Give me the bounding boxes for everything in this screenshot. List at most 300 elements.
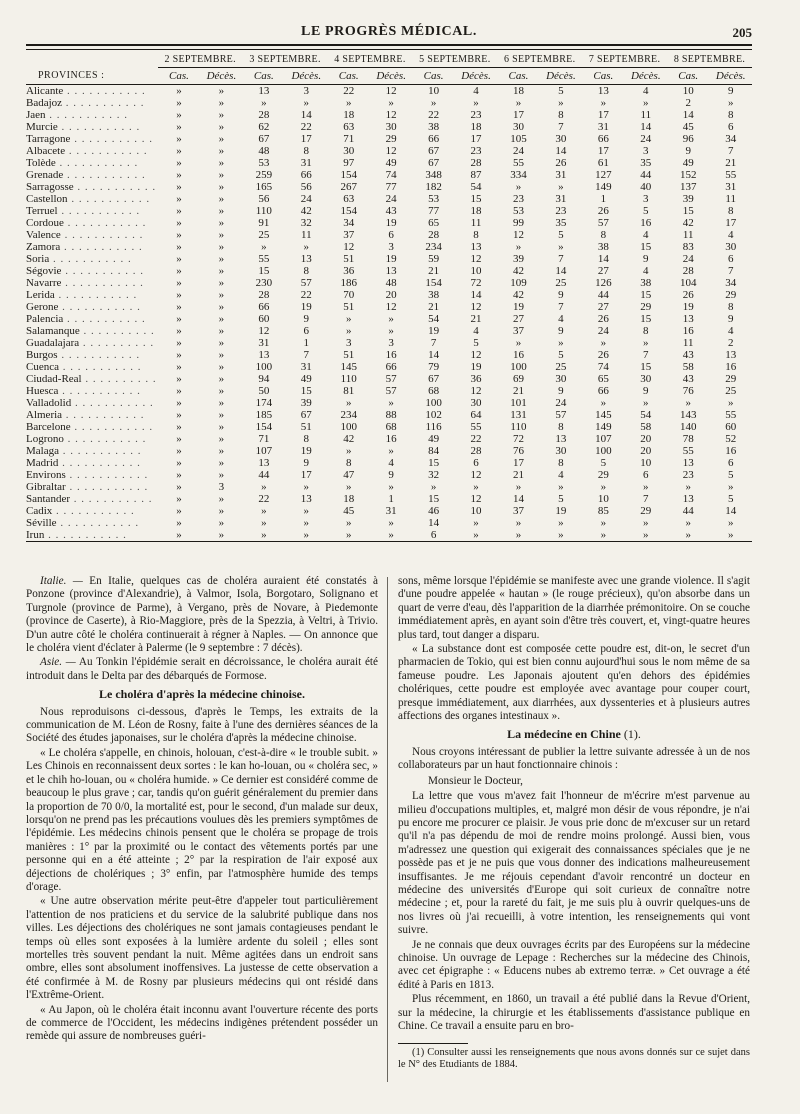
deaths-cell: 9 [558, 385, 564, 397]
table-row [26, 409, 752, 421]
deaths-cell: » [218, 373, 225, 385]
province-name: Murcie . . . [26, 121, 158, 133]
cases-cell: 17 [597, 145, 609, 157]
deaths-cell: 7 [558, 253, 564, 265]
deaths-cell: 16 [385, 433, 397, 445]
deaths-cell: 39 [300, 397, 312, 409]
deaths-cell: 23 [470, 145, 482, 157]
cases-cell: » [176, 457, 182, 469]
cases-cell: 100 [510, 361, 527, 373]
table-row [26, 289, 752, 301]
deaths-cell: 7 [303, 349, 310, 361]
cases-cell: 8 [600, 229, 607, 241]
cases-cell: 15 [682, 205, 694, 217]
deaths-cell: 5 [558, 349, 564, 361]
cases-cell: 45 [682, 121, 694, 133]
cases-cell: » [328, 529, 370, 542]
cases-cell: 23 [682, 469, 694, 481]
deaths-cell: 12 [470, 385, 482, 397]
cases-cell: 13 [258, 349, 270, 361]
provinces-header: PROVINCES : [26, 68, 158, 85]
cases-cell: 13 [258, 457, 270, 469]
deaths-cell: 17 [470, 133, 482, 145]
cases-cell: 100 [255, 361, 273, 373]
asie-text: Au Tonkin l'épidémie serait en décroissance, le choléra aurait été introduit dans le Delta par des débarqués de Formose. [26, 656, 378, 682]
deaths-cell: » [218, 301, 225, 313]
deaths-cell: 16 [725, 361, 737, 373]
deaths-cell: » [558, 481, 564, 493]
paragraph: Nous croyons intéressant de publier la lettre suivante adressée à un de nos collaborateurs par un haut fonctionnaire chinois : [398, 745, 750, 772]
deaths-cell: 4 [643, 85, 649, 97]
cases-cell: » [600, 97, 607, 109]
cases-cell: 13 [597, 85, 609, 97]
deaths-cell: 20 [640, 433, 652, 445]
deaths-cell: » [558, 517, 564, 529]
deaths-cell: 66 [385, 361, 397, 373]
deaths-cell: 56 [300, 181, 312, 193]
deaths-header: Décès. [709, 68, 752, 85]
paragraph: La lettre que vous m'avez fait l'honneur de m'écrire m'est parvenue au milieu d'occupations multiples, et, malgré mon désir de vous répondre, je n'ai pu encore me procurer ce plaisir. Je vous prie donc de m'excuser sur un retard qu'il n'a pas dépendu de moi de rendre moins prolongé. Aussi bien, vous m'adressez une question qui exigerait des connaissances spéciales que je ne possède pas et je ne puis que vous donner des indications malheureusement insuffisantes. Je me réjouis cependant d'avoir rencontré un docteur en médecine des universités d'Europe qui soit curieux de connaître notre médecine ; et, pour la rareté du fait, je me suis plu à ouvrir quelques-uns de nos livres où j'ai recueilli, à votre intention, les renseignements qui vont suivre. [398, 790, 750, 937]
cases-cell: 3 [345, 337, 352, 349]
cases-cell: 48 [258, 145, 270, 157]
cases-cell: 234 [340, 409, 357, 421]
cases-cell: » [345, 445, 352, 457]
deaths-cell: » [388, 97, 394, 109]
cases-cell: 131 [510, 409, 527, 421]
cases-cell: » [176, 133, 182, 145]
deaths-cell: 30 [470, 397, 482, 409]
table-row [26, 241, 752, 253]
cases-cell: 154 [340, 169, 357, 181]
cases-cell: 30 [343, 145, 355, 157]
cases-cell: 174 [255, 397, 273, 409]
deaths-cell: 4 [643, 265, 649, 277]
cases-cell: 84 [428, 445, 440, 457]
cases-cell: 28 [258, 109, 270, 121]
cases-cell: 116 [425, 421, 442, 433]
deaths-cell: 34 [725, 133, 737, 145]
deaths-cell: 9 [727, 313, 734, 325]
deaths-cell: 23 [555, 205, 567, 217]
deaths-cell: 5 [473, 337, 479, 349]
cases-cell: 19 [682, 301, 694, 313]
cases-cell: » [176, 421, 182, 433]
deaths-cell: 4 [558, 313, 564, 325]
cases-cell: » [345, 325, 352, 337]
footnote-rule [398, 1043, 468, 1044]
cases-cell: 49 [428, 433, 440, 445]
cases-cell: 23 [512, 193, 524, 205]
cases-cell: 42 [682, 217, 694, 229]
deaths-cell: 22 [300, 289, 312, 301]
cases-cell: 39 [512, 253, 524, 265]
deaths-cell: 43 [385, 205, 397, 217]
deaths-cell: 40 [640, 181, 652, 193]
cases-cell: » [176, 253, 182, 265]
deaths-cell: 12 [470, 301, 482, 313]
cases-header: Cas. [328, 68, 370, 85]
cases-cell: 100 [595, 445, 612, 457]
deaths-cell: » [218, 325, 225, 337]
deaths-cell: 14 [640, 121, 652, 133]
cases-cell: 65 [428, 217, 440, 229]
deaths-cell: 35 [640, 157, 652, 169]
deaths-cell: » [218, 217, 225, 229]
cases-cell: 19 [512, 301, 524, 313]
cases-cell: » [345, 481, 352, 493]
deaths-cell: 31 [300, 157, 312, 169]
deaths-cell: 14 [725, 505, 737, 517]
deaths-cell: 11 [300, 229, 312, 241]
cases-header: Cas. [412, 68, 454, 85]
province-name: Sarragosse . . . [26, 181, 158, 193]
cases-cell: 143 [679, 409, 697, 421]
deaths-cell: 7 [558, 121, 564, 133]
cases-cell: » [176, 493, 182, 505]
cases-cell: 26 [682, 289, 694, 301]
table-row [26, 337, 752, 349]
deaths-cell: » [473, 481, 479, 493]
province-name: Irun . . . [26, 529, 158, 542]
cases-cell: 28 [682, 265, 694, 277]
cases-cell: » [176, 265, 182, 277]
province-name: Alicante . . . [26, 85, 158, 98]
cases-cell: » [497, 529, 539, 542]
deaths-cell: 9 [727, 85, 734, 97]
deaths-header: Décès. [200, 68, 242, 85]
deaths-cell: 30 [555, 133, 567, 145]
deaths-cell: » [218, 349, 225, 361]
province-name: Cordoue . . . [26, 217, 158, 229]
cases-cell: 55 [682, 445, 694, 457]
deaths-cell: 16 [385, 349, 397, 361]
province-name: Almeria . . . [26, 409, 158, 421]
deaths-cell: 36 [470, 373, 482, 385]
cases-cell: » [261, 505, 267, 517]
cases-cell: » [515, 517, 522, 529]
cases-cell: » [176, 433, 182, 445]
province-name: Ségovie . . . [26, 265, 158, 277]
cases-cell: 30 [512, 121, 524, 133]
cases-cell: 76 [512, 445, 524, 457]
cases-cell: » [685, 481, 691, 493]
cases-cell: 71 [258, 433, 270, 445]
cholera-statistics-table [26, 54, 752, 542]
cases-cell: » [176, 361, 182, 373]
table-row [26, 361, 752, 373]
cases-cell: 145 [595, 409, 612, 421]
deaths-cell: 8 [558, 109, 564, 121]
cases-cell: 12 [258, 325, 270, 337]
deaths-cell: 13 [470, 241, 482, 253]
table-row [26, 193, 752, 205]
deaths-cell: 29 [640, 301, 652, 313]
deaths-cell: 25 [555, 277, 567, 289]
deaths-cell: » [218, 433, 225, 445]
left-column [26, 575, 378, 1045]
deaths-cell: 8 [473, 229, 479, 241]
deaths-cell: 15 [640, 241, 652, 253]
cases-cell: » [176, 445, 182, 457]
date-header: 6 SEPTEMBRE. [497, 54, 582, 68]
table-row [26, 97, 752, 109]
cases-cell: 2 [685, 97, 691, 109]
cases-cell: » [176, 217, 182, 229]
deaths-cell: 9 [643, 253, 649, 265]
deaths-cell: 12 [385, 145, 397, 157]
province-name: Castellon . . . [26, 193, 158, 205]
deaths-cell: » [218, 169, 225, 181]
cases-cell: 67 [258, 133, 270, 145]
deaths-cell: 21 [725, 157, 737, 169]
deaths-cell: 4 [727, 229, 734, 241]
deaths-cell: 8 [303, 265, 310, 277]
deaths-cell: 18 [470, 205, 482, 217]
cases-cell: 67 [428, 157, 440, 169]
date-header: 5 SEPTEMBRE. [412, 54, 497, 68]
cases-cell: » [176, 229, 182, 241]
province-name: Palencia . . . [26, 313, 158, 325]
cases-cell: » [176, 409, 182, 421]
province-name: Badajoz . . . [26, 97, 158, 109]
deaths-cell: 29 [725, 289, 737, 301]
cases-cell: 60 [258, 313, 270, 325]
cases-cell: 11 [682, 337, 694, 349]
deaths-cell: » [303, 505, 310, 517]
cases-cell: 107 [595, 433, 612, 445]
deaths-cell: 19 [385, 253, 397, 265]
deaths-cell: 8 [727, 205, 734, 217]
deaths-cell: 20 [385, 289, 397, 301]
cases-cell: 46 [428, 505, 440, 517]
cases-cell: 10 [682, 85, 694, 97]
deaths-cell: 9 [558, 289, 564, 301]
deaths-cell: 23 [470, 109, 482, 121]
cases-cell: 10 [597, 493, 609, 505]
deaths-cell: » [218, 505, 225, 517]
cases-cell: 37 [512, 505, 524, 517]
province-name: Salamanque . . . [26, 325, 158, 337]
cases-cell: 22 [343, 85, 355, 97]
cases-header: Cas. [497, 68, 539, 85]
cases-cell: 66 [428, 133, 440, 145]
cases-cell: 15 [258, 265, 270, 277]
deaths-cell: 13 [300, 253, 312, 265]
table-row [26, 277, 752, 289]
cases-cell: 66 [597, 385, 609, 397]
cases-cell: 7 [430, 337, 437, 349]
table-row [26, 109, 752, 121]
deaths-cell: 1 [388, 493, 394, 505]
deaths-cell: » [643, 397, 649, 409]
cases-cell: 71 [343, 133, 355, 145]
cases-cell: 22 [258, 493, 270, 505]
table-row [26, 229, 752, 241]
deaths-cell: 12 [385, 109, 397, 121]
cases-cell: 18 [343, 109, 355, 121]
cases-cell: » [515, 97, 522, 109]
date-header: 7 SEPTEMBRE. [582, 54, 667, 68]
cases-cell: 126 [595, 277, 612, 289]
deaths-cell: 15 [640, 313, 652, 325]
cases-header: Cas. [158, 68, 200, 85]
cases-cell: » [176, 517, 182, 529]
paragraph: Je ne connais que deux ouvrages écrits par des Européens sur la médecine chinoise. Un ouvrage de Lepage : Recherches sur la médecine des Chinois, avec cet épigraphe : « Educens nubes ab extremo terræ. » Cet ouvrage a été édité à Paris en 1813. [398, 938, 750, 991]
deaths-cell: 4 [727, 325, 734, 337]
deaths-cell: » [388, 517, 394, 529]
deaths-cell: 57 [300, 277, 312, 289]
cases-cell: » [261, 97, 267, 109]
deaths-cell: 9 [558, 325, 564, 337]
deaths-cell: » [218, 253, 225, 265]
deaths-cell: » [218, 361, 225, 373]
cases-cell: 12 [512, 229, 524, 241]
cases-cell: 39 [682, 193, 694, 205]
deaths-cell: 17 [300, 469, 312, 481]
cases-cell: 107 [255, 445, 273, 457]
cases-cell: 110 [255, 205, 272, 217]
deaths-cell: 20 [640, 445, 652, 457]
deaths-cell: 34 [725, 277, 737, 289]
deaths-cell: 8 [727, 109, 734, 121]
cases-cell: 17 [597, 109, 609, 121]
deaths-cell: 67 [300, 409, 312, 421]
deaths-cell: 15 [640, 289, 652, 301]
deaths-cell: 38 [640, 277, 652, 289]
deaths-cell: 31 [725, 181, 737, 193]
deaths-cell: 1 [303, 337, 310, 349]
deaths-cell: 19 [385, 217, 397, 229]
deaths-cell: » [218, 385, 225, 397]
cases-cell: 127 [595, 169, 612, 181]
cases-cell: » [176, 505, 182, 517]
deaths-cell: 68 [385, 421, 397, 433]
table-row [26, 313, 752, 325]
table-row [26, 265, 752, 277]
paragraph: « Une autre observation mérite peut-être d'appeler tout particulièrement l'attention de nos praticiens et du service de la salubrité publique dans nos villes. Les déjections des cholériques ne sont jamais contagieuses pendant le temps où elles sont exposées à la lumière ardente du soleil ; elles sont mortelles très souvent pendant la nuit. Même agitées dans un endroit sans ombre, elles sont absolument inoffensives. La justesse de cette observation a été confirmée à M. de Rosny par plusieurs médecins qui ont résidé dans l'Extrême-Orient. [26, 895, 378, 1002]
cases-cell: 13 [258, 85, 270, 97]
cases-cell: 55 [512, 157, 524, 169]
cases-cell: 24 [597, 325, 609, 337]
deaths-cell: » [218, 121, 225, 133]
cases-cell: » [582, 529, 624, 542]
deaths-cell: 15 [470, 193, 482, 205]
deaths-cell: 9 [303, 313, 310, 325]
cases-cell: » [600, 481, 607, 493]
article-columns [26, 575, 752, 1095]
table-row [26, 469, 752, 481]
cases-cell: » [176, 241, 182, 253]
deaths-cell: 16 [725, 445, 737, 457]
deaths-cell: » [727, 481, 734, 493]
paragraph: « La substance dont est composée cette poudre est, dit-on, le secret d'un pharmacien de Tokio, qui est bien connu aujourd'hui sous le nom même de sa fameuse poudre. Les Japonais ajoutent qu'en dehors des épidémies cholériques, cette poudre est employée avec avantage pour couper court, presque immédiatement, aux diarrhées, aux dyssenteries et à plusieurs autres affections des organes intestinaux ». [398, 643, 750, 723]
column-header-row [26, 68, 752, 85]
cases-cell: 26 [597, 349, 609, 361]
deaths-cell: » [218, 157, 225, 169]
table-row [26, 169, 752, 181]
table-row [26, 301, 752, 313]
province-name: Zamora . . . [26, 241, 158, 253]
cases-cell: 99 [512, 217, 524, 229]
cases-cell: 22 [428, 109, 440, 121]
deaths-cell: 58 [640, 421, 652, 433]
cases-cell: 77 [428, 205, 440, 217]
paragraph: « Au Japon, où le choléra était inconnu avant l'ouverture récente des ports de commerce de l'Occident, les médecins indigènes prétendent posséder un remède qui assure de nombreuses guéri- [26, 1003, 378, 1043]
deaths-cell: 3 [388, 241, 394, 253]
cases-cell: 14 [512, 493, 524, 505]
deaths-cell: 55 [470, 421, 482, 433]
deaths-cell: 74 [385, 169, 397, 181]
cases-cell: 14 [597, 253, 609, 265]
deaths-header: Décès. [285, 68, 327, 85]
cases-cell: » [667, 529, 709, 542]
province-name: Valladolid . . . [26, 397, 158, 409]
cases-cell: » [261, 517, 267, 529]
province-name: Tarragone . . . [26, 133, 158, 145]
deaths-cell: 3 [643, 193, 649, 205]
cases-cell: 53 [512, 205, 524, 217]
province-name: Logrono . . . [26, 433, 158, 445]
table-row [26, 505, 752, 517]
province-name: Albacete . . . [26, 145, 158, 157]
cases-cell: 154 [340, 205, 357, 217]
deaths-cell: 5 [727, 469, 734, 481]
deaths-cell: » [643, 337, 649, 349]
deaths-cell: » [218, 85, 225, 97]
deaths-cell: 8 [303, 145, 310, 157]
cases-cell: 44 [682, 505, 694, 517]
table-row [26, 421, 752, 433]
cases-cell: 66 [597, 133, 609, 145]
deaths-cell: 3 [643, 145, 649, 157]
deaths-cell: 6 [727, 121, 734, 133]
cases-cell: » [176, 313, 182, 325]
cases-cell: 51 [343, 349, 355, 361]
deaths-cell: 30 [640, 373, 652, 385]
cases-cell: » [345, 517, 352, 529]
table-row [26, 481, 752, 493]
deaths-cell: » [218, 421, 225, 433]
deaths-cell: 24 [385, 193, 397, 205]
deaths-cell: » [218, 457, 225, 469]
cases-cell: 13 [682, 313, 694, 325]
deaths-cell: 5 [727, 493, 734, 505]
deaths-cell: 21 [470, 313, 482, 325]
cases-cell: 16 [512, 349, 524, 361]
deaths-cell: 7 [643, 349, 649, 361]
province-name: Grenade . . . [26, 169, 158, 181]
deaths-cell: 7 [727, 145, 734, 157]
date-header: 3 SEPTEMBRE. [243, 54, 328, 68]
cases-cell: » [345, 397, 352, 409]
cases-cell: 348 [425, 169, 442, 181]
cases-cell: 21 [512, 469, 524, 481]
deaths-cell: » [218, 397, 225, 409]
cases-cell: 61 [597, 157, 609, 169]
cases-cell: 37 [512, 325, 524, 337]
deaths-cell: 6 [388, 229, 394, 241]
date-header: 2 SEPTEMBRE. [158, 54, 243, 68]
cases-cell: 42 [512, 265, 524, 277]
table-row [26, 85, 752, 98]
deaths-cell: 25 [555, 361, 567, 373]
deaths-cell: » [285, 529, 327, 542]
deaths-cell: 13 [555, 433, 567, 445]
deaths-cell: 29 [385, 133, 397, 145]
cases-cell: » [176, 397, 182, 409]
italie-text: En Italie, quelques cas de choléra auraient été constatés à Ponzone (province d'Alexandrie), à Valmor, Isola, Borgotaro, Solignano et Turgnole (province de Parme), à Vergano, près de Novare, à Piedemonte (province de Caserte), à Rio-Maggiore, près de la Spezzia, à Veltri, à Trivio. D'un autre côté le choléra continuerait à régner à Naples. — On annonce que le choléra vient d'éclater à Palerme (le 9 septembre : 7 décès). [26, 575, 379, 655]
deaths-cell: 6 [473, 457, 479, 469]
